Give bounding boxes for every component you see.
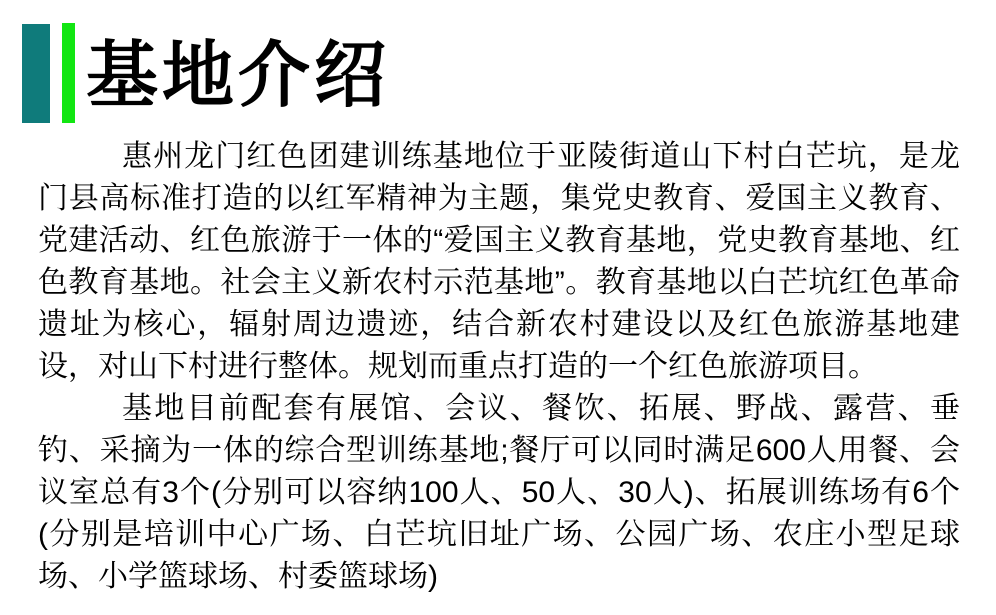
paragraph-base-overview: 惠州龙门红色团建训练基地位于亚陵街道山下村白芒坑，是龙门县高标准打造的以红军精神为主题，集党史教育、爱国主义教育、党建活动、红色旅游于一体的“爱国主义教育基地，党史教育基地、红色教育基地。社会主义新农村示范基地”。教育基地以白芒坑红色革命遗址为核心，辐射周边遗迹，结合新农村建设以及红色旅游基地建设，对山下村进行整体。规划而重点打造的一个红色旅游项目。 — [38, 140, 960, 383]
title-accent-bar-green — [62, 23, 75, 123]
page-title: 基地介绍 — [86, 36, 391, 116]
title-accent-bar-teal — [22, 24, 50, 123]
paragraph-facilities: 基地目前配套有展馆、会议、餐饮、拓展、野战、露营、垂钓、采摘为一体的综合型训练基地;餐厅可以同时满足600人用餐、会议室总有3个(分别可以容纳100人、50人、30人)、拓展训练场有6个(分别是培训中心广场、白芒坑旧址广场、公园广场、农庄小型足球场、小学篮球场、村委篮球场) — [38, 392, 960, 593]
body-text-block — [38, 136, 960, 598]
